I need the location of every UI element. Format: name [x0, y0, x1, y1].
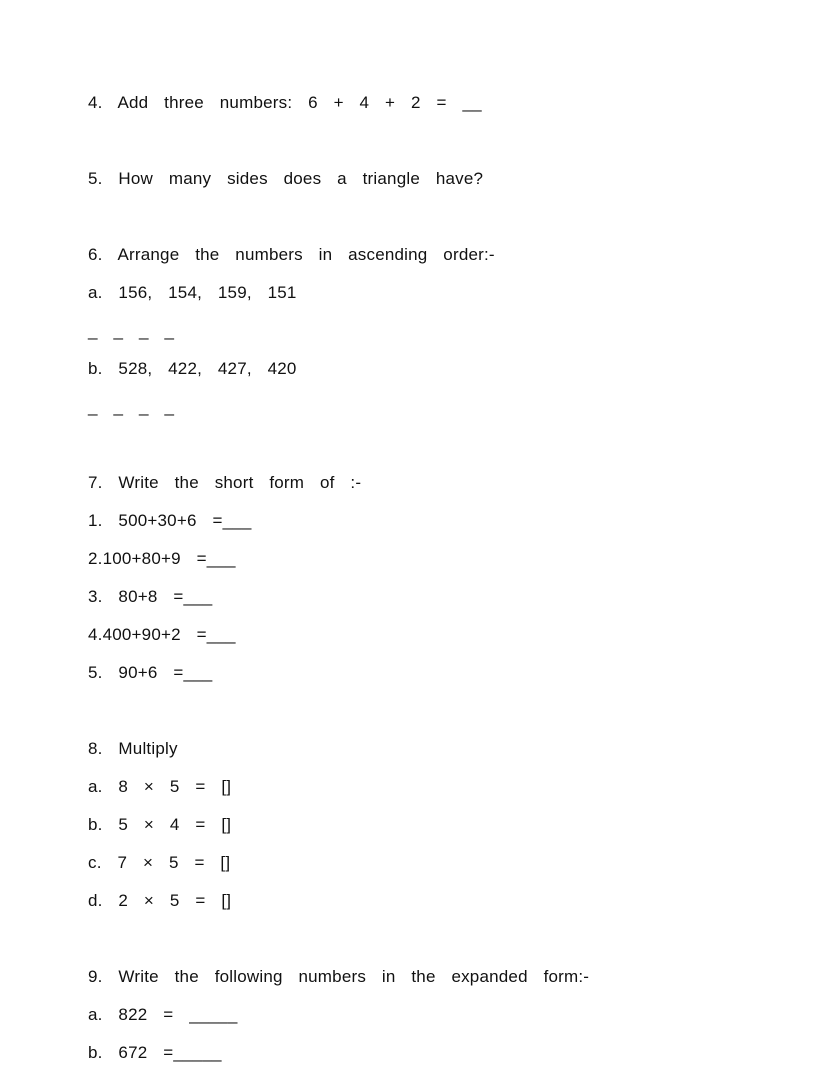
question-7-item: 2.100+80+9 =___ — [88, 549, 236, 568]
question-6a: a. 156, 154, 159, 151 — [88, 283, 297, 302]
question-6b: b. 528, 422, 427, 420 — [88, 359, 297, 378]
question-8-item: b. 5 × 4 = [] — [88, 815, 232, 834]
question-5: 5. How many sides does a triangle have? — [88, 169, 484, 188]
question-6b-answer-blank: _ _ _ _ — [88, 397, 175, 416]
question-7-item: 1. 500+30+6 =___ — [88, 511, 252, 530]
question-6a-answer-blank: _ _ _ _ — [88, 321, 175, 340]
question-6-heading: 6. Arrange the numbers in ascending order:- — [88, 245, 495, 264]
question-8-item: d. 2 × 5 = [] — [88, 891, 232, 910]
question-9-item: b. 672 =_____ — [88, 1043, 222, 1062]
question-7-item: 3. 80+8 =___ — [88, 587, 213, 606]
question-7-heading: 7. Write the short form of :- — [88, 473, 362, 492]
question-8-item: c. 7 × 5 = [] — [88, 853, 231, 872]
question-9-item: a. 822 = _____ — [88, 1005, 238, 1024]
question-8-item: a. 8 × 5 = [] — [88, 777, 232, 796]
question-9-heading: 9. Write the following numbers in the expanded form:- — [88, 967, 590, 986]
question-4: 4. Add three numbers: 6 + 4 + 2 = __ — [88, 93, 482, 112]
question-7-item: 5. 90+6 =___ — [88, 663, 213, 682]
question-8-heading: 8. Multiply — [88, 739, 178, 758]
question-7-item: 4.400+90+2 =___ — [88, 625, 236, 644]
